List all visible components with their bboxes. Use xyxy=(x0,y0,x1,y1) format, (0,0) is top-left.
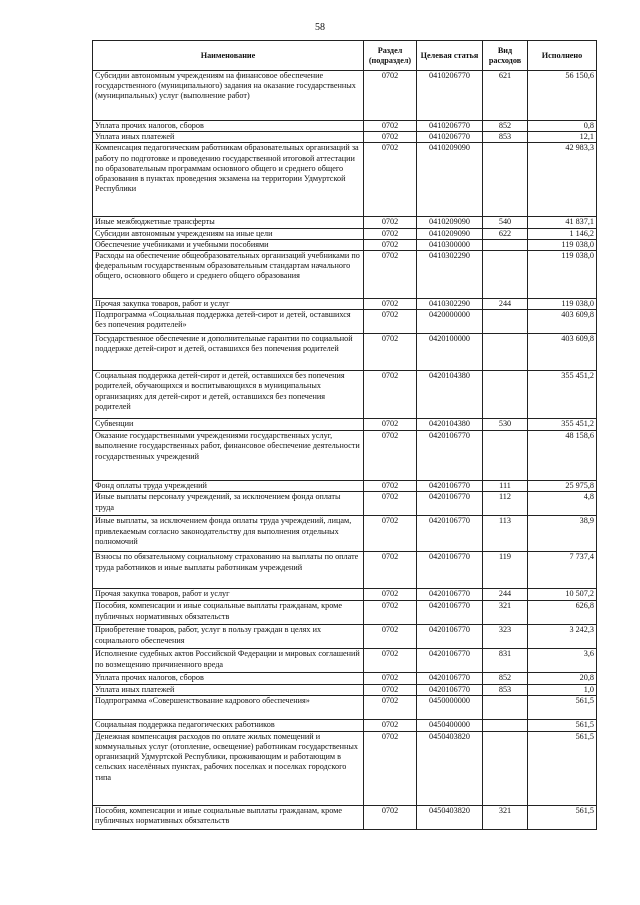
cell-vid xyxy=(483,371,528,419)
cell-vid xyxy=(483,143,528,217)
cell-vid: 530 xyxy=(483,419,528,431)
cell-razdel: 0702 xyxy=(364,719,417,731)
cell-vid: 852 xyxy=(483,121,528,132)
table-body xyxy=(93,71,597,830)
cell-vid: 111 xyxy=(483,481,528,492)
cell-vid: 119 xyxy=(483,552,528,589)
cell-name: Пособия, компенсации и иные социальные выплаты гражданам, кроме публичных нормативных обязательств xyxy=(93,601,364,625)
cell-target: 0420106770 xyxy=(417,625,483,649)
header-name: Наименование xyxy=(93,41,364,71)
cell-sum: 119 038,0 xyxy=(528,251,597,299)
table-row xyxy=(93,516,597,552)
cell-vid xyxy=(483,731,528,805)
cell-target: 0410209090 xyxy=(417,228,483,239)
cell-name: Уплата прочих налогов, сборов xyxy=(93,121,364,132)
cell-vid: 852 xyxy=(483,673,528,684)
cell-vid: 540 xyxy=(483,217,528,228)
cell-name: Взносы по обязательному социальному страхованию на выплаты по оплате труда работников и иные выплаты работникам учреждений xyxy=(93,552,364,589)
cell-vid: 112 xyxy=(483,492,528,516)
cell-sum: 12,1 xyxy=(528,132,597,143)
cell-sum: 403 609,8 xyxy=(528,310,597,334)
cell-name: Прочая закупка товаров, работ и услуг xyxy=(93,299,364,310)
cell-name: Иные межбюджетные трансферты xyxy=(93,217,364,228)
cell-vid: 321 xyxy=(483,601,528,625)
table-row xyxy=(93,719,597,731)
cell-sum: 38,9 xyxy=(528,516,597,552)
cell-name: Государственное обеспечение и дополнительные гарантии по социальной поддержке детей-сирот и детей, оставшихся без попечения родителей xyxy=(93,334,364,371)
cell-name: Исполнение судебных актов Российской Федерации и мировых соглашений по возмещению причиненного вреда xyxy=(93,649,364,673)
cell-sum: 25 975,8 xyxy=(528,481,597,492)
table-row xyxy=(93,217,597,228)
cell-target: 0410300000 xyxy=(417,239,483,250)
cell-razdel: 0702 xyxy=(364,589,417,601)
cell-razdel: 0702 xyxy=(364,492,417,516)
page-number: 58 xyxy=(315,22,325,33)
cell-vid: 244 xyxy=(483,589,528,601)
cell-sum: 626,8 xyxy=(528,601,597,625)
cell-razdel: 0702 xyxy=(364,310,417,334)
cell-razdel: 0702 xyxy=(364,516,417,552)
table-row xyxy=(93,589,597,601)
cell-razdel: 0702 xyxy=(364,431,417,481)
cell-name: Субсидии автономным учреждениям на иные цели xyxy=(93,228,364,239)
cell-name: Социальная поддержка детей-сирот и детей, оставшихся без попечения родителей, обучающихся и воспитывающихся в муниципальных организациях для детей-сирот и детей, оставшихся без попечения родителей xyxy=(93,371,364,419)
cell-name: Уплата прочих налогов, сборов xyxy=(93,673,364,684)
table-row xyxy=(93,239,597,250)
table-row xyxy=(93,431,597,481)
cell-target: 0420106770 xyxy=(417,673,483,684)
cell-razdel: 0702 xyxy=(364,299,417,310)
cell-target: 0420000000 xyxy=(417,310,483,334)
cell-razdel: 0702 xyxy=(364,625,417,649)
cell-sum: 119 038,0 xyxy=(528,239,597,250)
cell-sum: 4,8 xyxy=(528,492,597,516)
table-row xyxy=(93,481,597,492)
header-vid: Вид расходов xyxy=(483,41,528,71)
header-target: Целевая статья xyxy=(417,41,483,71)
cell-sum: 119 038,0 xyxy=(528,299,597,310)
cell-name: Подпрограмма «Совершенствование кадрового обеспечения» xyxy=(93,695,364,719)
table-row xyxy=(93,552,597,589)
cell-target: 0410209090 xyxy=(417,143,483,217)
cell-target: 0450403820 xyxy=(417,731,483,805)
cell-razdel: 0702 xyxy=(364,217,417,228)
table-row xyxy=(93,684,597,695)
cell-sum: 355 451,2 xyxy=(528,419,597,431)
cell-vid xyxy=(483,239,528,250)
cell-razdel: 0702 xyxy=(364,132,417,143)
cell-vid: 853 xyxy=(483,132,528,143)
cell-name: Компенсация педагогическим работникам образовательных организаций за работу по подготовке и проведению государственной итоговой аттестации по образовательным программам основного общего и среднего общего образования в пунктах проведения экзамена на территории Удмуртской Республики xyxy=(93,143,364,217)
cell-target: 0420106770 xyxy=(417,552,483,589)
table-row xyxy=(93,695,597,719)
cell-sum: 41 837,1 xyxy=(528,217,597,228)
cell-sum: 0,8 xyxy=(528,121,597,132)
cell-sum: 561,5 xyxy=(528,805,597,829)
cell-sum: 20,8 xyxy=(528,673,597,684)
cell-target: 0420106770 xyxy=(417,431,483,481)
cell-target: 0420106770 xyxy=(417,649,483,673)
cell-target: 0410206770 xyxy=(417,121,483,132)
cell-target: 0420100000 xyxy=(417,334,483,371)
table-row xyxy=(93,228,597,239)
cell-sum: 7 737,4 xyxy=(528,552,597,589)
cell-vid: 323 xyxy=(483,625,528,649)
budget-execution-table xyxy=(92,40,597,830)
cell-target: 0410302290 xyxy=(417,299,483,310)
cell-target: 0420104380 xyxy=(417,419,483,431)
cell-target: 0450400000 xyxy=(417,719,483,731)
cell-razdel: 0702 xyxy=(364,143,417,217)
table-row xyxy=(93,673,597,684)
cell-name: Иные выплаты, за исключением фонда оплаты труда учреждений, лицам, привлекаемым согласно законодательству для выполнения отдельных полномочий xyxy=(93,516,364,552)
cell-razdel: 0702 xyxy=(364,71,417,121)
cell-vid xyxy=(483,251,528,299)
cell-target: 0410206770 xyxy=(417,71,483,121)
cell-vid: 321 xyxy=(483,805,528,829)
cell-name: Социальная поддержка педагогических работников xyxy=(93,719,364,731)
cell-name: Денежная компенсация расходов по оплате жилых помещений и коммунальных услуг (отопление, освещение) работникам государственных организаций Удмуртской Республики, проживающим и работающим в сельских населённых пунктах, рабочих поселках и поселках городского типа xyxy=(93,731,364,805)
cell-name: Расходы на обеспечение общеобразовательных организаций учебниками по федеральным государственным образовательным стандартам начального общего, основного общего и среднего общего образования xyxy=(93,251,364,299)
cell-razdel: 0702 xyxy=(364,334,417,371)
cell-target: 0450403820 xyxy=(417,805,483,829)
cell-vid: 622 xyxy=(483,228,528,239)
cell-razdel: 0702 xyxy=(364,239,417,250)
cell-vid: 853 xyxy=(483,684,528,695)
cell-sum: 42 983,3 xyxy=(528,143,597,217)
cell-razdel: 0702 xyxy=(364,552,417,589)
cell-sum: 561,5 xyxy=(528,719,597,731)
cell-target: 0420106770 xyxy=(417,481,483,492)
table-row xyxy=(93,71,597,121)
cell-vid xyxy=(483,431,528,481)
cell-sum: 10 507,2 xyxy=(528,589,597,601)
cell-razdel: 0702 xyxy=(364,673,417,684)
cell-name: Уплата иных платежей xyxy=(93,132,364,143)
table-row xyxy=(93,625,597,649)
cell-razdel: 0702 xyxy=(364,371,417,419)
cell-name: Иные выплаты персоналу учреждений, за исключением фонда оплаты труда xyxy=(93,492,364,516)
cell-name: Субвенции xyxy=(93,419,364,431)
cell-target: 0420104380 xyxy=(417,371,483,419)
cell-vid xyxy=(483,719,528,731)
cell-target: 0420106770 xyxy=(417,684,483,695)
table-row xyxy=(93,334,597,371)
cell-sum: 48 158,6 xyxy=(528,431,597,481)
cell-razdel: 0702 xyxy=(364,731,417,805)
header-sum: Исполнено xyxy=(528,41,597,71)
cell-razdel: 0702 xyxy=(364,121,417,132)
cell-sum: 1 146,2 xyxy=(528,228,597,239)
cell-name: Оказание государственными учреждениями государственных услуг, выполнение государственных работ, финансовое обеспечение деятельности государственных учреждений xyxy=(93,431,364,481)
table-row xyxy=(93,731,597,805)
cell-sum: 56 150,6 xyxy=(528,71,597,121)
cell-razdel: 0702 xyxy=(364,695,417,719)
table-row xyxy=(93,805,597,829)
table-row xyxy=(93,132,597,143)
cell-name: Подпрограмма «Социальная поддержка детей-сирот и детей, оставшихся без попечения родителей» xyxy=(93,310,364,334)
cell-vid xyxy=(483,695,528,719)
cell-sum: 1,0 xyxy=(528,684,597,695)
header-razdel: Раздел (подраздел) xyxy=(364,41,417,71)
table-row xyxy=(93,601,597,625)
cell-razdel: 0702 xyxy=(364,684,417,695)
cell-razdel: 0702 xyxy=(364,251,417,299)
cell-target: 0420106770 xyxy=(417,516,483,552)
table-row xyxy=(93,143,597,217)
cell-sum: 3 242,3 xyxy=(528,625,597,649)
table-row xyxy=(93,492,597,516)
cell-vid xyxy=(483,334,528,371)
table-row xyxy=(93,251,597,299)
table-row xyxy=(93,310,597,334)
cell-sum: 561,5 xyxy=(528,731,597,805)
cell-sum: 561,5 xyxy=(528,695,597,719)
cell-name: Прочая закупка товаров, работ и услуг xyxy=(93,589,364,601)
cell-target: 0410302290 xyxy=(417,251,483,299)
cell-target: 0410206770 xyxy=(417,132,483,143)
cell-sum: 403 609,8 xyxy=(528,334,597,371)
cell-target: 0450000000 xyxy=(417,695,483,719)
cell-target: 0420106770 xyxy=(417,601,483,625)
cell-vid xyxy=(483,310,528,334)
cell-name: Пособия, компенсации и иные социальные выплаты гражданам, кроме публичных нормативных обязательств xyxy=(93,805,364,829)
cell-name: Обеспечение учебниками и учебными пособиями xyxy=(93,239,364,250)
cell-vid: 113 xyxy=(483,516,528,552)
cell-razdel: 0702 xyxy=(364,649,417,673)
cell-razdel: 0702 xyxy=(364,228,417,239)
cell-target: 0410209090 xyxy=(417,217,483,228)
cell-razdel: 0702 xyxy=(364,601,417,625)
cell-razdel: 0702 xyxy=(364,481,417,492)
cell-razdel: 0702 xyxy=(364,805,417,829)
cell-vid: 621 xyxy=(483,71,528,121)
table-row xyxy=(93,649,597,673)
cell-sum: 355 451,2 xyxy=(528,371,597,419)
table-row xyxy=(93,419,597,431)
table-header-row xyxy=(93,41,597,71)
cell-name: Приобретение товаров, работ, услуг в пользу граждан в целях их социального обеспечения xyxy=(93,625,364,649)
cell-razdel: 0702 xyxy=(364,419,417,431)
table-row xyxy=(93,299,597,310)
cell-name: Субсидии автономным учреждениям на финансовое обеспечение государственного (муниципального) задания на оказание государственных (муниципальных) услуг (выполнение работ) xyxy=(93,71,364,121)
table-row xyxy=(93,121,597,132)
cell-target: 0420106770 xyxy=(417,492,483,516)
cell-vid: 244 xyxy=(483,299,528,310)
cell-name: Уплата иных платежей xyxy=(93,684,364,695)
table-row xyxy=(93,371,597,419)
cell-name: Фонд оплаты труда учреждений xyxy=(93,481,364,492)
cell-target: 0420106770 xyxy=(417,589,483,601)
cell-vid: 831 xyxy=(483,649,528,673)
cell-sum: 3,6 xyxy=(528,649,597,673)
